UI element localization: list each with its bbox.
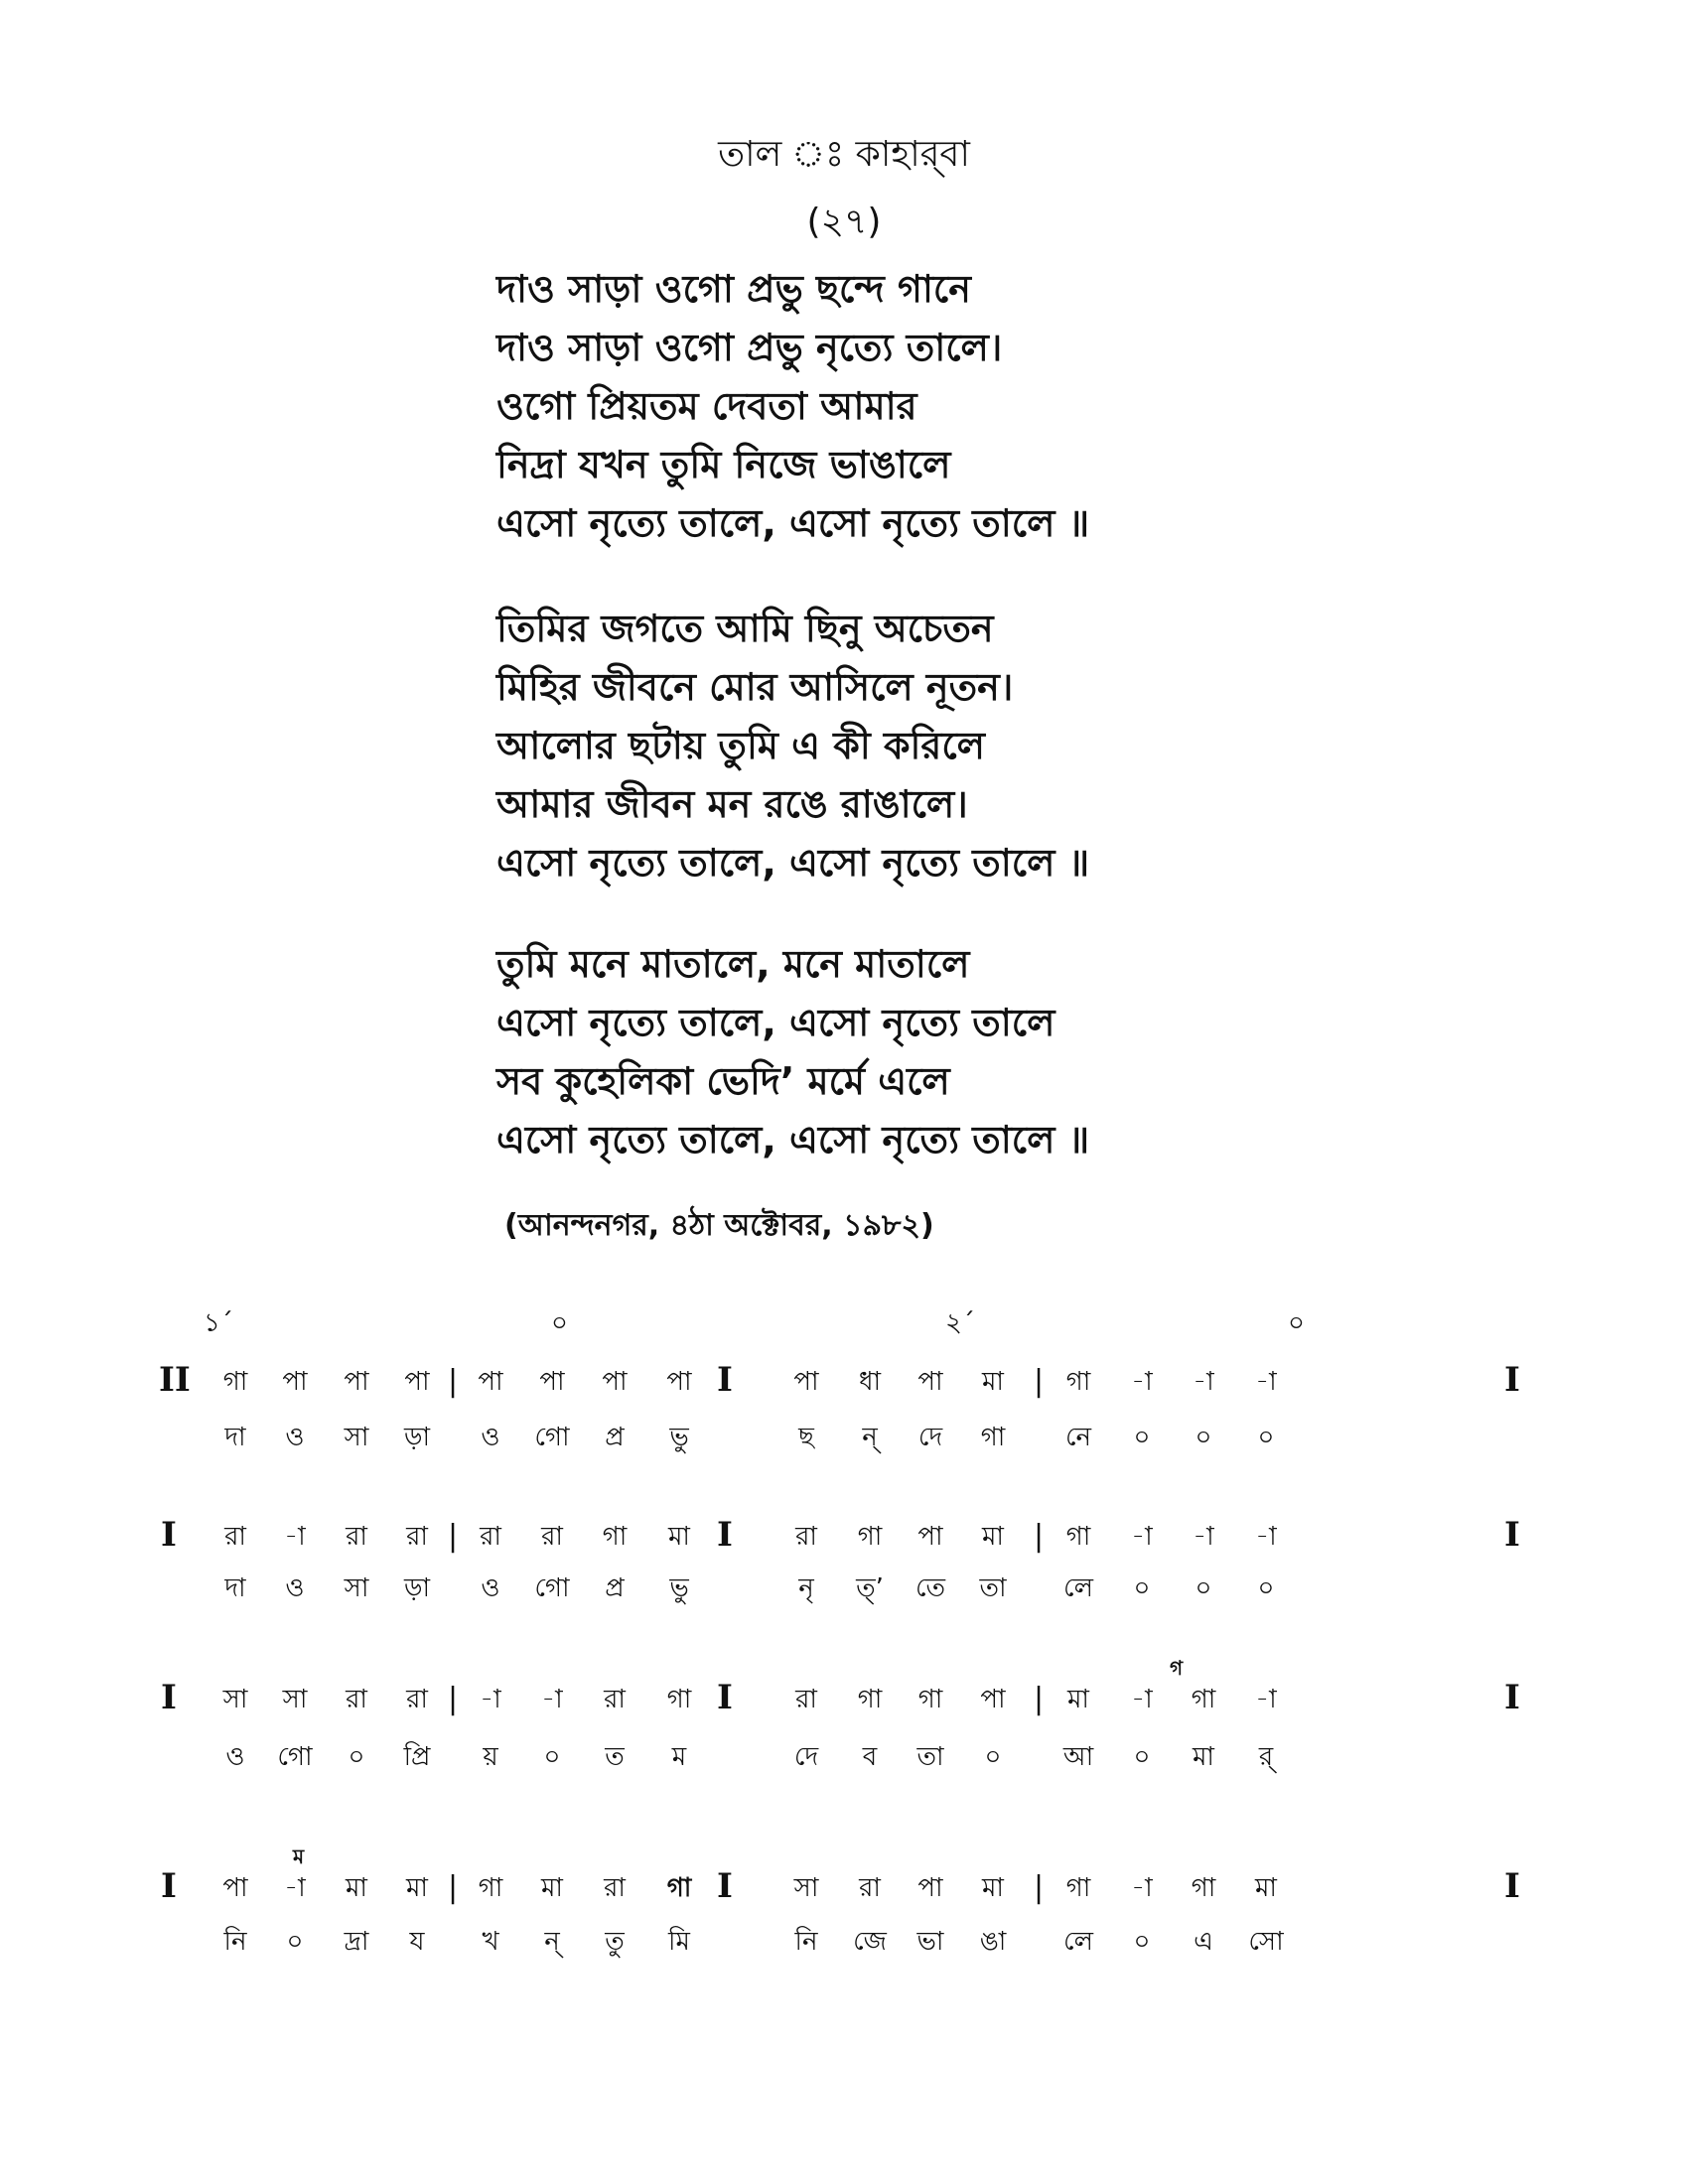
- lyric-syllable: নৃ: [798, 1573, 814, 1603]
- lyric-syllable: ০: [1195, 1423, 1212, 1452]
- lyric-syllable: র্‌: [1258, 1742, 1274, 1772]
- lyric-syllable: ও: [285, 1573, 305, 1603]
- bar-line-end: I: [1504, 1866, 1520, 1906]
- note-cell: -া: [1131, 1685, 1153, 1714]
- note-cell: সা: [222, 1685, 248, 1714]
- beat-separator: |: [448, 1682, 459, 1716]
- note-cell: গা: [857, 1522, 883, 1552]
- lyric-syllable: প্র: [605, 1573, 625, 1603]
- beat-separator: |: [1034, 1364, 1045, 1399]
- lyric-syllable: ন্: [862, 1423, 878, 1452]
- note-cell: মা: [982, 1873, 1004, 1903]
- bar-line-mid: I: [717, 1515, 733, 1555]
- note-cell: -া: [1255, 1685, 1277, 1714]
- note-cell: মা: [406, 1873, 428, 1903]
- note-cell: গা: [917, 1685, 943, 1714]
- bar-line-end: I: [1504, 1360, 1520, 1400]
- note-cell: রা: [604, 1873, 626, 1903]
- bar-line-end: I: [1504, 1678, 1520, 1717]
- lyric-syllable: দ্রা: [344, 1927, 369, 1957]
- lyric-syllable: ছ: [798, 1423, 814, 1452]
- lyric-line: ওগো প্রিয়তম দেবতা আমার: [496, 384, 917, 428]
- note-cell: গা: [478, 1873, 503, 1903]
- lyric-line: নিদ্রা যখন তুমি নিজে ভাঙালে: [496, 443, 951, 486]
- note-cell: রা: [859, 1873, 881, 1903]
- note-cell: গা: [602, 1522, 628, 1552]
- grace-note: গ: [1170, 1656, 1184, 1680]
- lyric-syllable: তা: [979, 1573, 1007, 1603]
- lyric-syllable: এ: [1194, 1927, 1213, 1957]
- bar-line-end: I: [1504, 1515, 1520, 1555]
- note-cell: রা: [406, 1522, 428, 1552]
- lyric-syllable: খ: [482, 1927, 499, 1957]
- note-cell: মা: [1067, 1685, 1089, 1714]
- note-cell: মা: [346, 1873, 367, 1903]
- lyric-syllable: ও: [225, 1742, 245, 1772]
- lyric-syllable: ০: [984, 1742, 1002, 1772]
- lyric-line: এসো নৃত্যে তালে, এসো নৃত্যে তালে ॥: [496, 501, 1090, 545]
- lyric-syllable: গা: [980, 1423, 1006, 1452]
- note-cell: ধা: [858, 1367, 882, 1397]
- note-cell: পা: [666, 1367, 692, 1397]
- lyric-syllable: ভু: [669, 1573, 689, 1603]
- note-cell: গা: [1191, 1873, 1216, 1903]
- lyric-line: তিমির জগতে আমি ছিনু অচেতন: [496, 607, 994, 650]
- lyric-syllable: আ: [1062, 1742, 1094, 1772]
- beat-separator: |: [1034, 1682, 1045, 1716]
- note-cell: রা: [346, 1522, 367, 1552]
- lyric-syllable: ০: [1133, 1423, 1151, 1452]
- note-cell: পা: [478, 1367, 503, 1397]
- note-cell: গা: [666, 1873, 692, 1903]
- lyric-syllable: সা: [344, 1423, 369, 1452]
- lyric-syllable: ০: [348, 1742, 365, 1772]
- lyric-syllable: গো: [534, 1423, 570, 1452]
- stanza-3: [496, 935, 1251, 1169]
- lyric-syllable: ও: [285, 1423, 305, 1452]
- note-cell: রা: [224, 1522, 246, 1552]
- lyric-syllable: লে: [1063, 1573, 1093, 1603]
- tala-heading: তাল ঃ কাহার্‌বা: [718, 134, 970, 175]
- lyric-syllable: ড়া: [403, 1423, 431, 1452]
- beat-separator: |: [1034, 1519, 1045, 1554]
- note-cell: রা: [604, 1685, 626, 1714]
- note-cell: -া: [541, 1685, 563, 1714]
- bar-line-start: I: [161, 1866, 177, 1906]
- note-cell: -া: [284, 1522, 306, 1552]
- note-cell: মা: [668, 1522, 690, 1552]
- note-cell: পা: [282, 1367, 308, 1397]
- song-number: (২৭): [806, 202, 882, 242]
- lyric-syllable: নি: [223, 1927, 247, 1957]
- lyric-syllable: ভু: [669, 1423, 689, 1452]
- lyric-syllable: ম: [671, 1742, 687, 1772]
- note-cell: গা: [1065, 1367, 1091, 1397]
- lyric-syllable: ও: [481, 1573, 500, 1603]
- note-cell: গা: [1191, 1685, 1216, 1714]
- note-cell: -া: [1193, 1522, 1214, 1552]
- note-cell: গা: [1065, 1522, 1091, 1552]
- note-cell: গা: [1065, 1873, 1091, 1903]
- note-cell: পা: [980, 1685, 1006, 1714]
- lyric-syllable: লে: [1063, 1927, 1093, 1957]
- lyric-syllable: প্রি: [403, 1742, 431, 1772]
- lyric-syllable: প্র: [605, 1423, 625, 1452]
- lyric-line: এসো নৃত্যে তালে, এসো নৃত্যে তালে: [496, 1001, 1055, 1044]
- bar-line-start: I: [161, 1515, 177, 1555]
- lyric-syllable: গো: [277, 1742, 313, 1772]
- lyric-line: আলোর ছটায় তুমি এ কী করিলে: [496, 724, 985, 767]
- beat-separator: |: [448, 1519, 459, 1554]
- lyric-syllable: ০: [1133, 1573, 1151, 1603]
- lyric-syllable: সো: [1248, 1927, 1284, 1957]
- note-cell: পা: [222, 1873, 248, 1903]
- note-cell: মা: [541, 1873, 563, 1903]
- note-cell: -া: [1255, 1522, 1277, 1552]
- note-cell: রা: [406, 1685, 428, 1714]
- note-cell: রা: [480, 1522, 501, 1552]
- grace-note: ম: [293, 1844, 305, 1868]
- note-cell: -া: [1193, 1367, 1214, 1397]
- note-cell: -া: [1131, 1367, 1153, 1397]
- lyric-syllable: ভা: [916, 1927, 944, 1957]
- beat-separator: |: [1034, 1870, 1045, 1905]
- stanza-2: [496, 600, 1251, 892]
- beat-mark: ০: [551, 1308, 568, 1338]
- beat-separator: |: [448, 1364, 459, 1399]
- beat-mark: ১´: [204, 1308, 233, 1338]
- bar-line-start: I: [161, 1678, 177, 1717]
- lyric-line: আমার জীবন মন রঙে রাঙালে।: [496, 782, 968, 826]
- lyric-line: মিহির জীবনে মোর আসিলে নূতন।: [496, 665, 1014, 709]
- note-cell: রা: [346, 1685, 367, 1714]
- note-cell: পা: [539, 1367, 565, 1397]
- note-cell: রা: [541, 1522, 563, 1552]
- lyric-line: এসো নৃত্যে তালে, এসো নৃত্যে তালে ॥: [496, 841, 1090, 885]
- stanza-1: [496, 260, 1251, 553]
- note-cell: পা: [404, 1367, 430, 1397]
- bar-line-mid: I: [717, 1866, 733, 1906]
- bar-line-mid: I: [717, 1360, 733, 1400]
- lyric-syllable: ০: [1133, 1742, 1151, 1772]
- lyric-syllable: ০: [286, 1927, 304, 1957]
- note-cell: সা: [282, 1685, 308, 1714]
- lyric-syllable: য: [409, 1927, 425, 1957]
- lyric-syllable: দা: [224, 1573, 246, 1603]
- lyric-syllable: ড়া: [403, 1573, 431, 1603]
- note-cell: মা: [1255, 1873, 1277, 1903]
- lyric-line: দাও সাড়া ওগো প্রভু ছন্দে গানে: [496, 267, 971, 311]
- lyric-syllable: তু: [605, 1927, 625, 1957]
- lyric-line: সব কুহেলিকা ভেদি’ মর্মে এলে: [496, 1059, 950, 1103]
- lyric-syllable: ০: [1133, 1927, 1151, 1957]
- lyric-syllable: ব: [862, 1742, 878, 1772]
- lyric-syllable: মা: [1193, 1742, 1214, 1772]
- note-cell: -া: [480, 1685, 501, 1714]
- lyric-syllable: জে: [853, 1927, 887, 1957]
- lyric-syllable: তে: [914, 1573, 946, 1603]
- note-cell: গা: [857, 1685, 883, 1714]
- lyric-syllable: ০: [1257, 1423, 1275, 1452]
- beat-mark: ০: [1288, 1308, 1305, 1338]
- date-line: (আনন্দনগর, ৪ঠা অক্টোবর, ১৯৮২): [504, 1208, 934, 1243]
- lyric-syllable: দে: [917, 1423, 943, 1452]
- lyric-syllable: গো: [534, 1573, 570, 1603]
- note-cell: পা: [917, 1873, 943, 1903]
- lyric-syllable: নি: [794, 1927, 818, 1957]
- lyric-syllable: ও: [481, 1423, 500, 1452]
- note-cell: মা: [982, 1522, 1004, 1552]
- lyric-line: এসো নৃত্যে তালে, এসো নৃত্যে তালে ॥: [496, 1118, 1090, 1161]
- lyric-syllable: সা: [344, 1573, 369, 1603]
- lyric-syllable: ত: [605, 1742, 625, 1772]
- note-cell: পা: [917, 1522, 943, 1552]
- beat-mark: ২´: [945, 1308, 975, 1338]
- lyric-line: দাও সাড়া ওগো প্রভু নৃত্যে তালে।: [496, 326, 1003, 369]
- note-cell: রা: [795, 1685, 817, 1714]
- note-cell: -া: [284, 1873, 306, 1903]
- lyric-syllable: ত্‌’: [856, 1573, 884, 1603]
- note-cell: -া: [1131, 1873, 1153, 1903]
- bar-line-start: II: [159, 1360, 191, 1400]
- lyric-syllable: দে: [793, 1742, 819, 1772]
- beat-separator: |: [448, 1870, 459, 1905]
- lyric-syllable: দা: [224, 1423, 246, 1452]
- note-cell: -া: [1255, 1367, 1277, 1397]
- lyric-syllable: ০: [1195, 1573, 1212, 1603]
- note-cell: পা: [344, 1367, 369, 1397]
- note-cell: সা: [793, 1873, 819, 1903]
- bar-line-mid: I: [717, 1678, 733, 1717]
- lyric-syllable: নে: [1064, 1423, 1092, 1452]
- lyric-syllable: য়: [483, 1742, 498, 1772]
- note-cell: পা: [793, 1367, 819, 1397]
- note-cell: -া: [1131, 1522, 1153, 1552]
- note-cell: গা: [666, 1685, 692, 1714]
- note-cell: পা: [917, 1367, 943, 1397]
- lyric-syllable: তা: [916, 1742, 944, 1772]
- note-cell: রা: [795, 1522, 817, 1552]
- lyric-syllable: ঙা: [979, 1927, 1007, 1957]
- note-cell: মা: [982, 1367, 1004, 1397]
- note-cell: গা: [222, 1367, 248, 1397]
- lyric-syllable: মি: [668, 1927, 690, 1957]
- lyric-line: তুমি মনে মাতালে, মনে মাতালে: [496, 942, 970, 986]
- lyric-syllable: ন্‌: [544, 1927, 560, 1957]
- lyric-syllable: ০: [1257, 1573, 1275, 1603]
- lyric-syllable: ০: [543, 1742, 561, 1772]
- note-cell: পা: [602, 1367, 628, 1397]
